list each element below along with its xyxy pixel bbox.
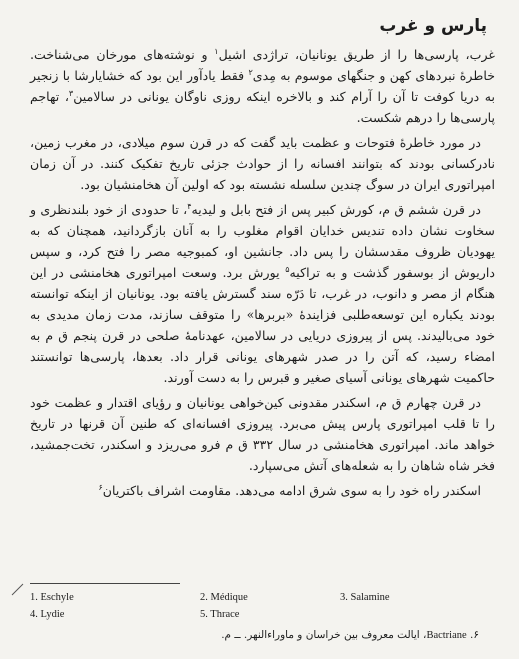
footnote-3: 3. Salamine [340, 592, 390, 603]
footnote-marker: ۶ [98, 482, 103, 492]
page-title: پارس و غرب [379, 16, 487, 36]
footnote-marker: ۳ [68, 88, 74, 98]
paragraph-text: در مورد خاطرهٔ فتوحات و عظمت باید گفت که در قرن سوم میلادی، در مغرب زمین، نادرکسانی بودند که بتوانند افسانه را از حوادث جزئی تاریخ تفکیک کنند. در آن زمان امپراتوری ایران در سوگ چندین سلسله نشسته بود که اولین آن هخامنشیان بود. [30, 135, 495, 192]
pen-mark-icon [10, 581, 26, 597]
footnote-2: 2. Médique [200, 592, 248, 603]
footnote-marker: ۵ [285, 264, 290, 274]
body-text [30, 44, 495, 501]
footnote-1: 1. Eschyle [30, 592, 74, 603]
paragraph [30, 44, 495, 128]
paragraph [30, 392, 495, 476]
footnote-divider [30, 583, 180, 584]
footnote-row [30, 592, 490, 609]
footnote-6-term: Bactriane [426, 630, 467, 641]
paragraph [30, 132, 495, 195]
paragraph-text: در قرن چهارم ق م، اسکندر مقدونی کین‌خواهی یونانیان و رؤیای اقتدار و عظمت خود را تا قلب امپراتوری پارس پیش می‌برد. پیروزی افسانه‌ای که طنین آن قرنها در تاریخ خواهد ماند. امپراتوری هخامنشی در سال ۳۳۲ ق م فرو می‌ریزد و اسکندر، تخت‌جمشید، فخر شاه شاهان را به شعله‌های آتش می‌سپارد. [30, 395, 495, 473]
paragraph-text: ، تا حدودی از خود بلندنظری و سخاوت نشان داده تندیس خدایان اقوام مغلوب را به آنان بازگردانید، همچنان که به یهودیان ظروف مقدسشان را پس داد. جانشین او، کمبوجیه مصر را فتح کرد، و سپس داریوش از بوسفور گذشت و به تراکیه [30, 202, 495, 280]
footnote-6-number: ۶. [470, 629, 479, 641]
paragraph-text: فقط یادآور این بود که خشایارشا با زنجیر به دریا کوفت تا آن را آرام کند و بالاخره اینکه روزی ناوگان یونانی در سالامین [30, 68, 495, 104]
footnote-5: 5. Thrace [200, 609, 240, 620]
paragraph [30, 480, 495, 501]
paragraph-text: ، تهاجم پارسی‌ها را درهم شکست. [30, 89, 495, 125]
footnote-marker: ۲ [248, 67, 253, 77]
paragraph-text: در قرن ششم ق م، کورش کبیر پس از فتح بابل و لیدیه [191, 202, 481, 217]
footnote-6-text: ، ایالت معروف بین خراسان و ماوراءالنهر. ــ م. [221, 629, 427, 641]
paragraph-text: غرب، پارسی‌ها را از طریق یونانیان، تراژدی اشیل [218, 47, 495, 62]
footnote-row [30, 609, 490, 626]
paragraph-text: اسکندر راه خود را به سوی شرق ادامه می‌دهد. مقاومت اشراف باکتریان [102, 483, 481, 498]
footnote-marker: ۱ [214, 46, 219, 56]
footnote-marker: ۴ [187, 201, 192, 211]
footnotes [30, 592, 490, 626]
paragraph [30, 199, 495, 388]
footnote-6 [221, 629, 479, 641]
paragraph-text: یورش برد. وسعت امپراتوری هخامنشی در این هنگام از مصر و دانوب، در غرب، تا دَرّه سند گسترش یافته بود. یونانیان از اینکه توانسته بودند یکباره این توسعه‌طلبی فزایندهٔ «بربرها» را متوقف سازند، مدت زمان مدیدی به خود می‌بالیدند. پس از پیروزی دریایی در سالامین، عهدنامهٔ صلحی در قرن پنجم ق م به امضاء رسید، که آتن را در صدر شهرهای یونانی قرار داد. بعدها، پارسی‌ها توانستند حاکمیت شهرهای یونانی آسیای صغیر و قبرس را به دست آورند. [30, 265, 495, 385]
footnote-4: 4. Lydie [30, 609, 65, 620]
paragraph-text: و نوشته‌های مورخان می‌شناخت. خاطرهٔ نبردهای کهن و جنگهای موسوم به مِدی [30, 47, 495, 83]
